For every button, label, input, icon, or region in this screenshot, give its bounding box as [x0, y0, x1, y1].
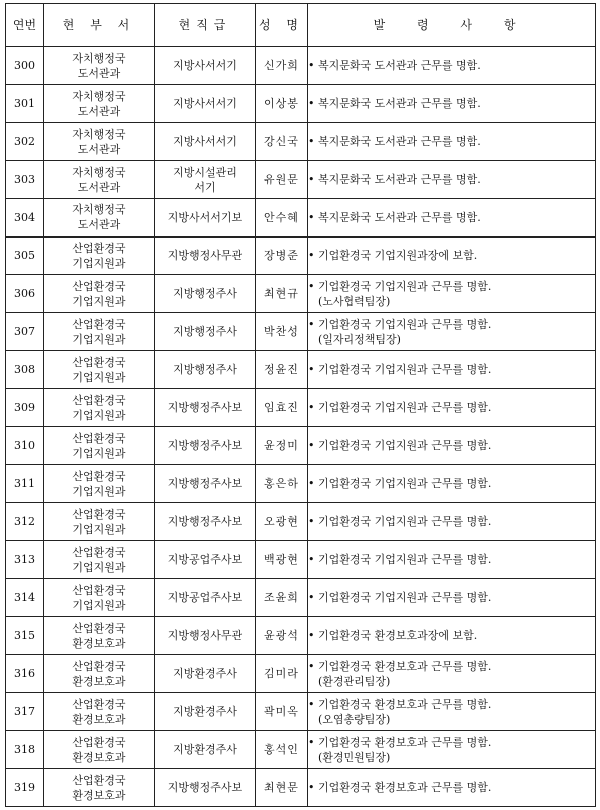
table-row	[6, 465, 596, 503]
grade-line-2: 서기	[194, 180, 216, 194]
appointment-order	[308, 579, 596, 617]
department-bureau: 산업환경국	[72, 735, 126, 749]
person-name: 곽미옥	[256, 693, 308, 731]
current-department	[44, 655, 155, 693]
department-division: 기업지원과	[72, 294, 126, 308]
grade-line-1: 지방시설관리	[173, 165, 237, 179]
current-grade	[155, 161, 256, 199]
appointment-order	[308, 199, 596, 237]
grade-line-1: 지방행정주사	[173, 325, 237, 338]
current-department	[44, 427, 155, 465]
order-text: • 기업환경국 기업지원과 근무를 명함.	[308, 401, 492, 414]
department-division: 도서관과	[77, 218, 121, 232]
department-bureau: 산업환경국	[72, 241, 126, 255]
table-row	[6, 427, 596, 465]
appointment-order	[308, 351, 596, 389]
current-grade	[155, 313, 256, 351]
table-row	[6, 541, 596, 579]
current-department	[44, 275, 155, 313]
table-row	[6, 313, 596, 351]
current-grade	[155, 465, 256, 503]
appointment-order	[308, 237, 596, 275]
row-number: 302	[6, 123, 44, 161]
department-division: 기업지원과	[72, 598, 126, 612]
person-name: 강신국	[256, 123, 308, 161]
current-department	[44, 123, 155, 161]
order-text: • 기업환경국 환경보호과 근무를 명함.	[308, 781, 492, 794]
grade-line-1: 지방행정주사보	[167, 401, 243, 414]
current-department	[44, 769, 155, 807]
order-text: • 기업환경국 기업지원과 근무를 명함.	[308, 515, 492, 528]
department-division: 기업지원과	[72, 332, 126, 346]
department-division: 환경보호과	[72, 636, 126, 650]
department-division: 도서관과	[77, 66, 121, 80]
department-bureau: 산업환경국	[72, 431, 126, 445]
department-division: 기업지원과	[72, 484, 126, 498]
appointment-order	[308, 427, 596, 465]
grade-line-1: 지방사서서기	[173, 97, 237, 110]
person-name: 임효진	[256, 389, 308, 427]
order-text: • 기업환경국 기업지원과 근무를 명함.	[308, 363, 492, 376]
current-grade	[155, 85, 256, 123]
appointment-order	[308, 313, 596, 351]
person-name: 유원문	[256, 161, 308, 199]
current-department	[44, 503, 155, 541]
person-name: 최현문	[256, 769, 308, 807]
current-department	[44, 693, 155, 731]
grade-line-1: 지방행정주사보	[167, 477, 243, 490]
department-bureau: 산업환경국	[72, 317, 126, 331]
grade-line-1: 지방환경주사	[173, 743, 237, 756]
grade-line-1: 지방행정주사보	[167, 439, 243, 452]
current-grade	[155, 693, 256, 731]
current-grade	[155, 503, 256, 541]
row-number: 309	[6, 389, 44, 427]
order-text: • 복지문화국 도서관과 근무를 명함.	[308, 173, 481, 186]
table-row	[6, 199, 596, 237]
current-grade	[155, 237, 256, 275]
department-division: 기업지원과	[72, 408, 126, 422]
grade-line-1: 지방행정주사보	[167, 781, 243, 794]
grade-line-1: 지방환경주사	[173, 667, 237, 680]
department-division: 기업지원과	[72, 522, 126, 536]
department-bureau: 산업환경국	[72, 583, 126, 597]
order-team-note: (환경관리팀장)	[318, 674, 391, 688]
current-department	[44, 161, 155, 199]
row-number: 305	[6, 237, 44, 275]
department-bureau: 자치행정국	[72, 165, 126, 179]
appointment-order	[308, 503, 596, 541]
person-name: 장병준	[256, 237, 308, 275]
order-text: • 기업환경국 환경보호과 근무를 명함.	[308, 735, 492, 749]
person-name: 조윤희	[256, 579, 308, 617]
order-text: • 기업환경국 기업지원과 근무를 명함.	[308, 591, 492, 604]
department-bureau: 자치행정국	[72, 127, 126, 141]
row-number: 308	[6, 351, 44, 389]
department-bureau: 산업환경국	[72, 279, 126, 293]
person-name: 윤광석	[256, 617, 308, 655]
table-row	[6, 389, 596, 427]
person-name: 윤정미	[256, 427, 308, 465]
order-text: • 기업환경국 환경보호과 근무를 명함.	[308, 659, 492, 673]
table-row	[6, 237, 596, 275]
department-division: 환경보호과	[72, 788, 126, 802]
current-department	[44, 617, 155, 655]
order-text: • 복지문화국 도서관과 근무를 명함.	[308, 210, 481, 224]
current-grade	[155, 123, 256, 161]
person-name: 오광현	[256, 503, 308, 541]
person-name: 정윤진	[256, 351, 308, 389]
current-grade	[155, 541, 256, 579]
table-row	[6, 161, 596, 199]
order-team-note: (환경민원팀장)	[318, 750, 391, 764]
appointment-order	[308, 769, 596, 807]
appointment-order	[308, 655, 596, 693]
grade-line-1: 지방행정주사	[173, 363, 237, 376]
current-department	[44, 465, 155, 503]
grade-line-1: 지방행정사무관	[167, 629, 243, 642]
appointment-order	[308, 275, 596, 313]
person-name: 안수혜	[256, 199, 308, 237]
current-department	[44, 199, 155, 237]
appointment-order	[308, 693, 596, 731]
department-bureau: 산업환경국	[72, 393, 126, 407]
current-grade	[155, 655, 256, 693]
row-number: 313	[6, 541, 44, 579]
table-row	[6, 503, 596, 541]
current-department	[44, 731, 155, 769]
current-department	[44, 47, 155, 85]
row-number: 316	[6, 655, 44, 693]
appointment-order	[308, 161, 596, 199]
table-row	[6, 617, 596, 655]
current-grade	[155, 731, 256, 769]
order-text: • 복지문화국 도서관과 근무를 명함.	[308, 135, 481, 148]
appointment-order	[308, 47, 596, 85]
appointment-order	[308, 85, 596, 123]
order-text: • 복지문화국 도서관과 근무를 명함.	[308, 59, 481, 72]
current-grade	[155, 427, 256, 465]
current-department	[44, 85, 155, 123]
department-division: 기업지원과	[72, 370, 126, 384]
table-row	[6, 47, 596, 85]
current-grade	[155, 769, 256, 807]
row-number: 311	[6, 465, 44, 503]
order-text: • 기업환경국 기업지원과 근무를 명함.	[308, 279, 492, 293]
person-name: 신가희	[256, 47, 308, 85]
row-number: 301	[6, 85, 44, 123]
grade-line-1: 지방환경주사	[173, 705, 237, 718]
grade-line-1: 지방사서서기보	[167, 210, 243, 224]
person-name: 홍석인	[256, 731, 308, 769]
department-division: 도서관과	[77, 142, 121, 156]
person-name: 홍은하	[256, 465, 308, 503]
header-no: 연번	[6, 4, 44, 47]
department-bureau: 자치행정국	[72, 51, 126, 65]
current-department	[44, 541, 155, 579]
department-division: 기업지원과	[72, 446, 126, 460]
department-division: 환경보호과	[72, 712, 126, 726]
current-department	[44, 351, 155, 389]
person-name: 백광현	[256, 541, 308, 579]
order-text: • 기업환경국 기업지원과 근무를 명함.	[308, 477, 492, 490]
row-number: 310	[6, 427, 44, 465]
order-team-note: (오염총량팀장)	[318, 712, 391, 726]
current-grade	[155, 199, 256, 237]
department-bureau: 자치행정국	[72, 89, 126, 103]
grade-line-1: 지방행정주사보	[167, 515, 243, 528]
current-department	[44, 579, 155, 617]
grade-line-1: 지방사서서기	[173, 59, 237, 72]
department-bureau: 산업환경국	[72, 773, 126, 787]
table-row	[6, 351, 596, 389]
table-body	[6, 47, 596, 807]
header-row	[6, 4, 596, 47]
order-team-note: (일자리정책팀장)	[318, 332, 401, 346]
table-row	[6, 693, 596, 731]
grade-line-1: 지방공업주사보	[167, 553, 243, 566]
grade-line-1: 지방행정사무관	[167, 249, 243, 263]
order-text: • 기업환경국 환경보호과 근무를 명함.	[308, 697, 492, 711]
order-text: • 복지문화국 도서관과 근무를 명함.	[308, 97, 481, 110]
grade-line-1: 지방사서서기	[173, 135, 237, 148]
department-bureau: 산업환경국	[72, 545, 126, 559]
order-text: • 기업환경국 기업지원과 근무를 명함.	[308, 317, 492, 331]
table-row	[6, 769, 596, 807]
current-department	[44, 237, 155, 275]
header-grade: 현직급	[155, 4, 256, 47]
department-division: 기업지원과	[72, 560, 126, 574]
department-bureau: 산업환경국	[72, 355, 126, 369]
grade-line-1: 지방행정주사	[173, 287, 237, 300]
current-grade	[155, 351, 256, 389]
row-number: 315	[6, 617, 44, 655]
appointment-table	[5, 3, 596, 807]
header-dept: 현 부 서	[44, 4, 155, 47]
row-number: 307	[6, 313, 44, 351]
order-text: • 기업환경국 환경보호과장에 보함.	[308, 629, 478, 642]
appointment-order	[308, 465, 596, 503]
department-division: 환경보호과	[72, 750, 126, 764]
current-department	[44, 389, 155, 427]
order-team-note: (노사협력팀장)	[318, 294, 391, 308]
row-number: 306	[6, 275, 44, 313]
current-department	[44, 313, 155, 351]
row-number: 300	[6, 47, 44, 85]
header-name: 성 명	[256, 4, 308, 47]
order-text: • 기업환경국 기업지원과장에 보함.	[308, 249, 478, 263]
person-name: 김미라	[256, 655, 308, 693]
row-number: 304	[6, 199, 44, 237]
appointment-order	[308, 389, 596, 427]
department-bureau: 산업환경국	[72, 621, 126, 635]
header-orders: 발 령 사 항	[308, 4, 596, 47]
row-number: 303	[6, 161, 44, 199]
current-grade	[155, 579, 256, 617]
current-grade	[155, 47, 256, 85]
row-number: 319	[6, 769, 44, 807]
table-row	[6, 579, 596, 617]
row-number: 312	[6, 503, 44, 541]
table-row	[6, 85, 596, 123]
current-grade	[155, 389, 256, 427]
appointment-order	[308, 617, 596, 655]
grade-line-1: 지방공업주사보	[167, 591, 243, 604]
current-grade	[155, 275, 256, 313]
department-bureau: 산업환경국	[72, 697, 126, 711]
row-number: 314	[6, 579, 44, 617]
person-name: 최현규	[256, 275, 308, 313]
department-division: 도서관과	[77, 104, 121, 118]
appointment-order	[308, 731, 596, 769]
person-name: 박찬성	[256, 313, 308, 351]
department-bureau: 산업환경국	[72, 469, 126, 483]
department-bureau: 자치행정국	[72, 203, 126, 217]
department-bureau: 산업환경국	[72, 507, 126, 521]
table-row	[6, 123, 596, 161]
table-row	[6, 655, 596, 693]
row-number: 317	[6, 693, 44, 731]
appointment-order	[308, 541, 596, 579]
row-number: 318	[6, 731, 44, 769]
order-text: • 기업환경국 기업지원과 근무를 명함.	[308, 439, 492, 452]
department-division: 도서관과	[77, 180, 121, 194]
order-text: • 기업환경국 기업지원과 근무를 명함.	[308, 553, 492, 566]
department-bureau: 산업환경국	[72, 659, 126, 673]
table-row	[6, 731, 596, 769]
department-division: 기업지원과	[72, 256, 126, 270]
table-row	[6, 275, 596, 313]
person-name: 이상봉	[256, 85, 308, 123]
department-division: 환경보호과	[72, 674, 126, 688]
appointment-order	[308, 123, 596, 161]
current-grade	[155, 617, 256, 655]
